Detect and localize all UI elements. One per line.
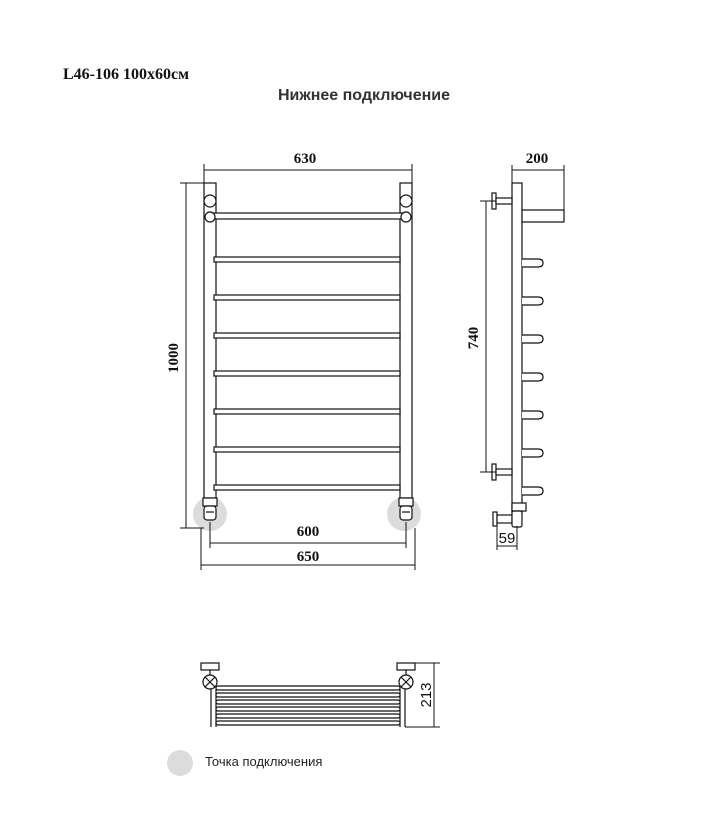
side-hook: [522, 259, 543, 267]
side-pipe-flange: [493, 512, 497, 526]
left-rung-joint: [205, 212, 215, 222]
dim-740: 740: [466, 326, 482, 350]
front-view: [193, 183, 421, 531]
left-valve: [204, 506, 216, 520]
top-view-bar: [216, 693, 400, 697]
dim-600: 600: [296, 524, 320, 540]
side-valve-nut: [512, 503, 526, 511]
front-rung: [214, 333, 400, 338]
side-post: [512, 183, 522, 513]
side-top-arm: [522, 210, 564, 222]
side-hook: [522, 449, 543, 457]
side-view: [492, 183, 564, 527]
side-hook: [522, 487, 543, 495]
top-rung: [210, 213, 406, 219]
side-pipe: [497, 515, 512, 523]
top-view-bar: [216, 721, 400, 725]
legend-connection-symbol: [167, 750, 193, 776]
top-right-mount: [400, 195, 412, 207]
dim-200: 200: [525, 151, 549, 167]
top-view-left-plate: [201, 663, 219, 670]
right-valve: [400, 506, 412, 520]
right-rung-joint: [401, 212, 411, 222]
model-label: L46-106 100х60см: [63, 66, 189, 83]
side-valve: [512, 511, 522, 527]
dim-59: 59: [498, 530, 516, 547]
front-rung: [214, 371, 400, 376]
top-left-mount: [204, 195, 216, 207]
side-hook: [522, 335, 543, 343]
top-view-bars: [216, 686, 400, 725]
side-hooks: [522, 259, 543, 495]
top-view-bar: [216, 714, 400, 718]
front-rung: [214, 409, 400, 414]
side-hook: [522, 411, 543, 419]
left-valve-nut: [203, 498, 217, 506]
legend-label: Точка подключения: [205, 754, 323, 769]
top-view-bar: [216, 700, 400, 704]
top-view: [201, 663, 415, 727]
dim-213: 213: [418, 682, 435, 708]
side-hook: [522, 373, 543, 381]
dim-1000: 1000: [166, 343, 182, 373]
diagram-title: Нижнее подключение: [277, 87, 451, 104]
right-valve-nut: [399, 498, 413, 506]
top-view-bar: [216, 707, 400, 711]
front-rung: [214, 257, 400, 262]
front-rung: [214, 485, 400, 490]
front-rung: [214, 295, 400, 300]
top-view-right-plate: [397, 663, 415, 670]
side-hook: [522, 297, 543, 305]
front-rungs: [214, 257, 400, 490]
dim-650: 650: [296, 549, 320, 565]
dim-630: 630: [293, 151, 317, 167]
right-post: [400, 183, 412, 498]
top-view-bar: [216, 686, 400, 690]
front-rung: [214, 447, 400, 452]
